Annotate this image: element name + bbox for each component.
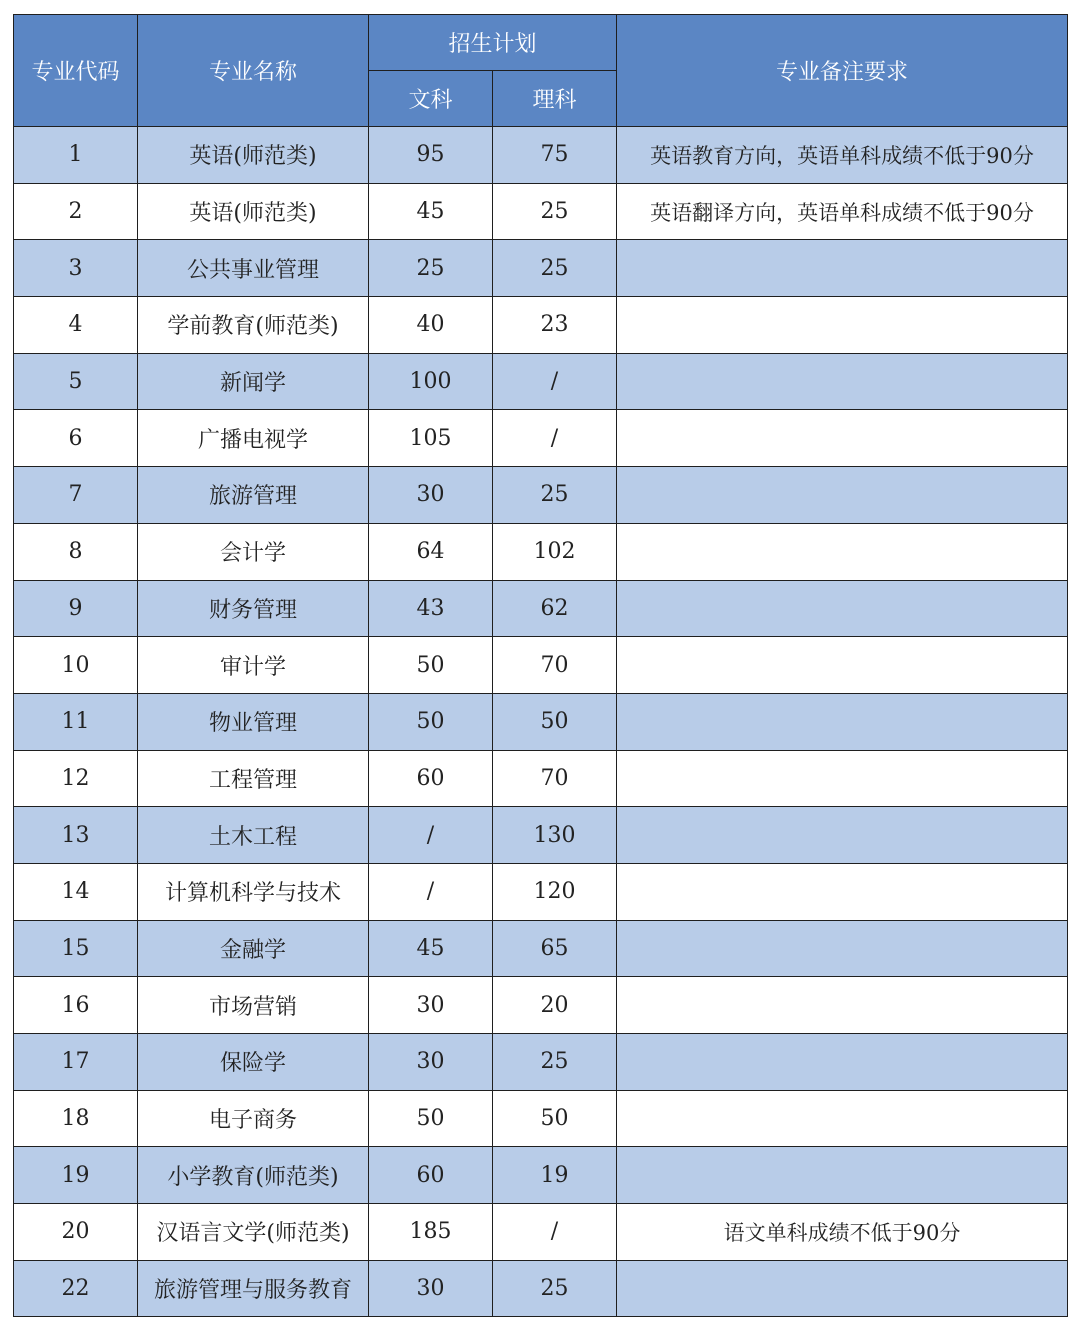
major-code-cell: 8 [14,523,138,580]
table-row [14,920,1068,977]
major-note-cell [617,920,1068,977]
major-note-cell [617,977,1068,1034]
header-major-name: 专业名称 [138,15,369,127]
liberal-arts-quota-cell: 30 [369,977,493,1034]
liberal-arts-quota-cell: 30 [369,1034,493,1091]
major-name-cell: 审计学 [138,637,369,694]
science-quota-cell: 25 [493,467,617,524]
science-quota-cell: 25 [493,183,617,240]
major-note-cell [617,1147,1068,1204]
major-code-cell: 18 [14,1090,138,1147]
major-code-cell: 22 [14,1260,138,1317]
major-name-cell: 公共事业管理 [138,240,369,297]
major-note-cell [617,693,1068,750]
major-code-cell: 7 [14,467,138,524]
major-code-cell: 13 [14,807,138,864]
major-note-cell [617,637,1068,694]
enrollment-plan-table [13,14,1068,1317]
major-code-cell: 10 [14,637,138,694]
table-row [14,127,1068,184]
science-quota-cell: 50 [493,693,617,750]
liberal-arts-quota-cell: 60 [369,750,493,807]
header-enrollment-plan: 招生计划 [369,15,617,71]
liberal-arts-quota-cell: / [369,807,493,864]
major-name-cell: 土木工程 [138,807,369,864]
major-name-cell: 学前教育(师范类) [138,297,369,354]
major-code-cell: 17 [14,1034,138,1091]
science-quota-cell: 19 [493,1147,617,1204]
science-quota-cell: / [493,1204,617,1261]
major-name-cell: 英语(师范类) [138,127,369,184]
table-row [14,1204,1068,1261]
science-quota-cell: / [493,353,617,410]
liberal-arts-quota-cell: 45 [369,183,493,240]
major-note-cell: 语文单科成绩不低于90分 [617,1204,1068,1261]
science-quota-cell: 102 [493,523,617,580]
major-note-cell [617,353,1068,410]
liberal-arts-quota-cell: 50 [369,1090,493,1147]
major-note-cell [617,523,1068,580]
major-code-cell: 19 [14,1147,138,1204]
major-name-cell: 新闻学 [138,353,369,410]
major-note-cell [617,580,1068,637]
table-row [14,1147,1068,1204]
header-major-notes: 专业备注要求 [617,15,1068,127]
table-row [14,693,1068,750]
liberal-arts-quota-cell: 50 [369,693,493,750]
major-name-cell: 金融学 [138,920,369,977]
header-major-code: 专业代码 [14,15,138,127]
table-row [14,580,1068,637]
major-note-cell [617,863,1068,920]
table-row [14,1034,1068,1091]
science-quota-cell: 23 [493,297,617,354]
liberal-arts-quota-cell: / [369,863,493,920]
major-code-cell: 1 [14,127,138,184]
major-code-cell: 14 [14,863,138,920]
major-note-cell [617,807,1068,864]
table-row [14,353,1068,410]
table-row [14,523,1068,580]
table-row [14,467,1068,524]
table-row [14,183,1068,240]
science-quota-cell: 25 [493,240,617,297]
liberal-arts-quota-cell: 105 [369,410,493,467]
science-quota-cell: 75 [493,127,617,184]
major-code-cell: 9 [14,580,138,637]
major-name-cell: 汉语言文学(师范类) [138,1204,369,1261]
major-note-cell [617,410,1068,467]
liberal-arts-quota-cell: 60 [369,1147,493,1204]
major-name-cell: 保险学 [138,1034,369,1091]
major-code-cell: 20 [14,1204,138,1261]
major-note-cell [617,750,1068,807]
major-name-cell: 会计学 [138,523,369,580]
liberal-arts-quota-cell: 95 [369,127,493,184]
major-code-cell: 11 [14,693,138,750]
science-quota-cell: / [493,410,617,467]
major-name-cell: 广播电视学 [138,410,369,467]
science-quota-cell: 25 [493,1260,617,1317]
major-name-cell: 财务管理 [138,580,369,637]
major-note-cell: 英语教育方向，英语单科成绩不低于90分 [617,127,1068,184]
major-note-cell [617,1034,1068,1091]
table-row [14,410,1068,467]
science-quota-cell: 25 [493,1034,617,1091]
table-body [14,127,1068,1317]
major-code-cell: 6 [14,410,138,467]
liberal-arts-quota-cell: 185 [369,1204,493,1261]
major-name-cell: 英语(师范类) [138,183,369,240]
major-note-cell: 英语翻译方向，英语单科成绩不低于90分 [617,183,1068,240]
science-quota-cell: 20 [493,977,617,1034]
table-row [14,863,1068,920]
science-quota-cell: 70 [493,750,617,807]
major-code-cell: 4 [14,297,138,354]
major-note-cell [617,467,1068,524]
major-code-cell: 12 [14,750,138,807]
major-code-cell: 3 [14,240,138,297]
table-row [14,240,1068,297]
science-quota-cell: 65 [493,920,617,977]
liberal-arts-quota-cell: 50 [369,637,493,694]
liberal-arts-quota-cell: 30 [369,1260,493,1317]
liberal-arts-quota-cell: 100 [369,353,493,410]
major-note-cell [617,240,1068,297]
liberal-arts-quota-cell: 64 [369,523,493,580]
science-quota-cell: 62 [493,580,617,637]
table-row [14,637,1068,694]
liberal-arts-quota-cell: 40 [369,297,493,354]
major-note-cell [617,1090,1068,1147]
table-row [14,807,1068,864]
science-quota-cell: 120 [493,863,617,920]
table-row [14,977,1068,1034]
table-row [14,1260,1068,1317]
major-code-cell: 15 [14,920,138,977]
liberal-arts-quota-cell: 45 [369,920,493,977]
science-quota-cell: 50 [493,1090,617,1147]
major-name-cell: 工程管理 [138,750,369,807]
liberal-arts-quota-cell: 30 [369,467,493,524]
liberal-arts-quota-cell: 43 [369,580,493,637]
liberal-arts-quota-cell: 25 [369,240,493,297]
science-quota-cell: 130 [493,807,617,864]
table-row [14,750,1068,807]
major-name-cell: 计算机科学与技术 [138,863,369,920]
header-liberal-arts: 文科 [369,71,493,127]
table-header [14,15,1068,127]
major-name-cell: 市场营销 [138,977,369,1034]
major-note-cell [617,1260,1068,1317]
header-science: 理科 [493,71,617,127]
major-code-cell: 2 [14,183,138,240]
major-code-cell: 5 [14,353,138,410]
major-name-cell: 旅游管理 [138,467,369,524]
major-name-cell: 电子商务 [138,1090,369,1147]
major-name-cell: 物业管理 [138,693,369,750]
major-name-cell: 小学教育(师范类) [138,1147,369,1204]
table-row [14,1090,1068,1147]
major-note-cell [617,297,1068,354]
table-row [14,297,1068,354]
major-name-cell: 旅游管理与服务教育 [138,1260,369,1317]
enrollment-plan-table-container [13,14,1067,1317]
science-quota-cell: 70 [493,637,617,694]
major-code-cell: 16 [14,977,138,1034]
